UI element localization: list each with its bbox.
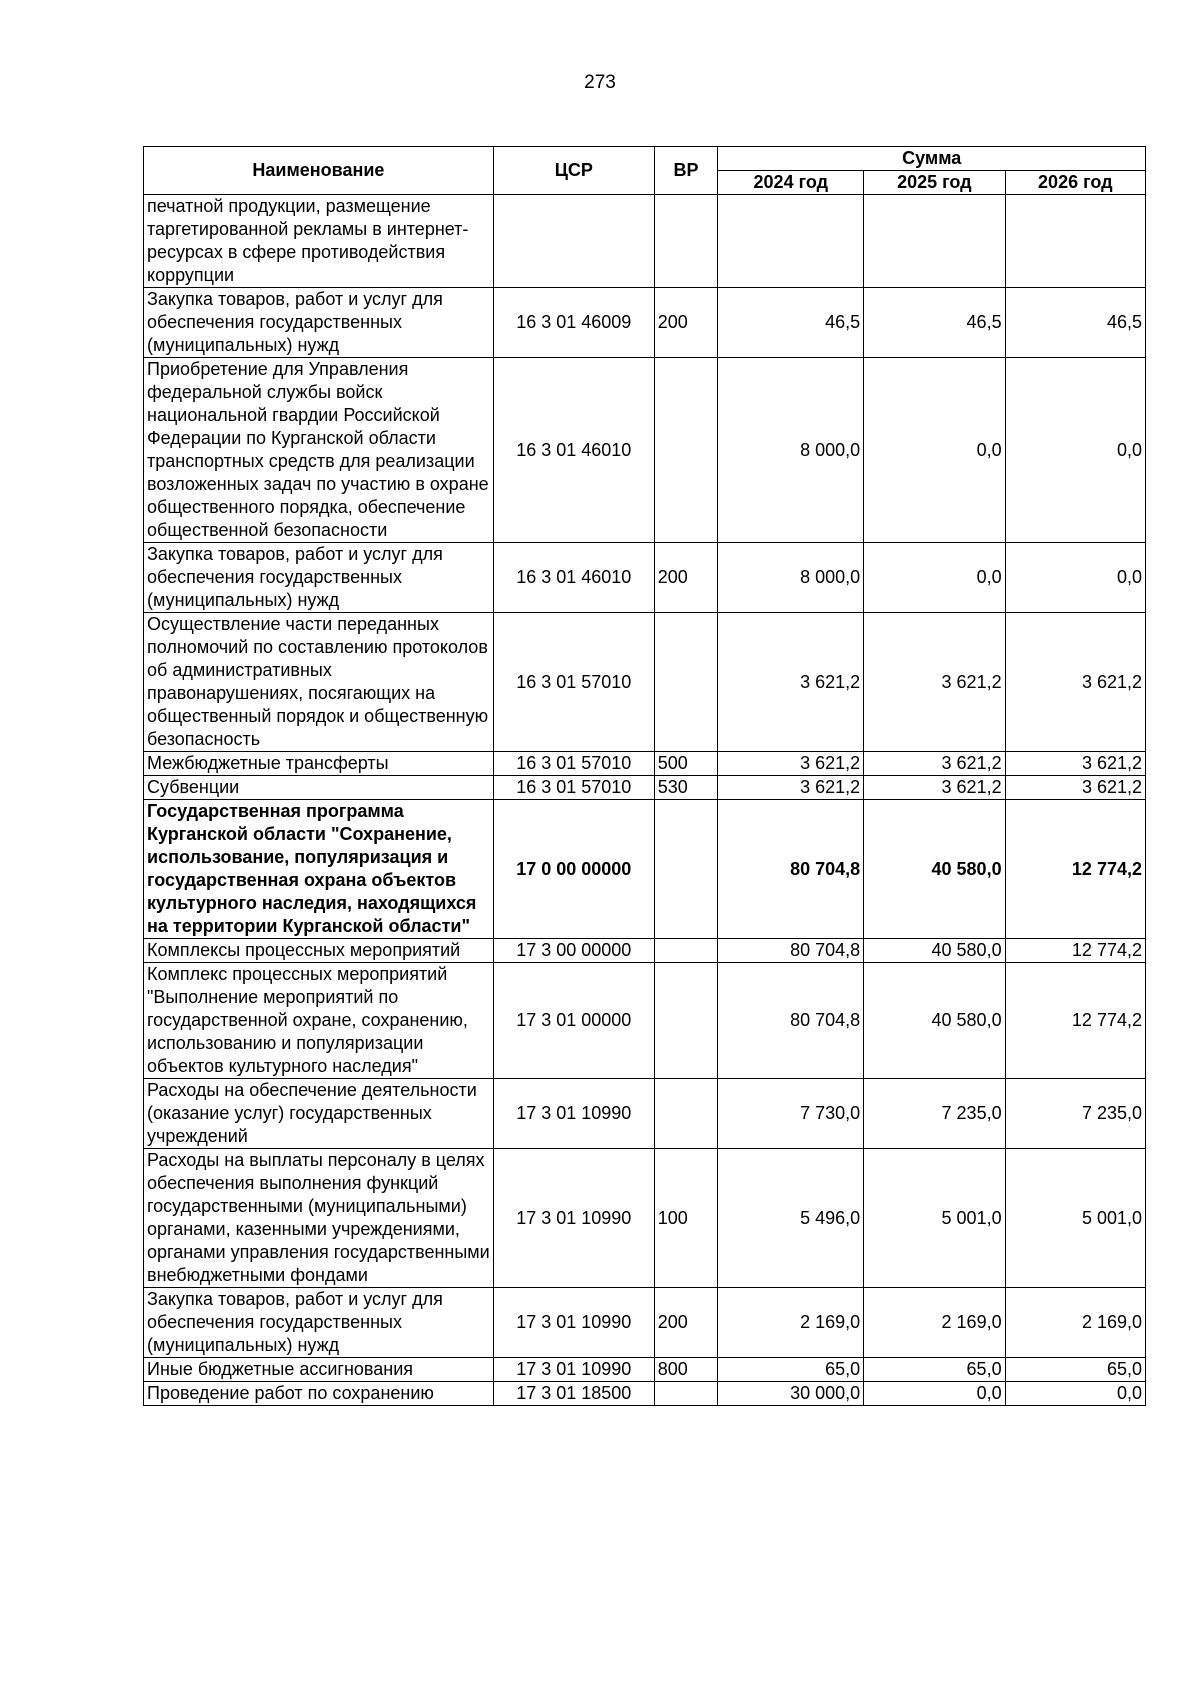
row-2025-cell: 5 001,0 bbox=[864, 1149, 1005, 1288]
row-2026-cell: 3 621,2 bbox=[1005, 752, 1145, 776]
row-name-cell: Расходы на обеспечение деятельности (оказание услуг) государственных учреждений bbox=[144, 1079, 494, 1149]
row-2025-cell: 40 580,0 bbox=[864, 939, 1005, 963]
row-2025-cell: 46,5 bbox=[864, 288, 1005, 358]
table-row bbox=[144, 1079, 1146, 1149]
row-2024-cell: 7 730,0 bbox=[718, 1079, 864, 1149]
row-2026-cell: 12 774,2 bbox=[1005, 963, 1145, 1079]
table-header bbox=[144, 147, 1146, 195]
row-2025-cell: 40 580,0 bbox=[864, 800, 1005, 939]
row-2024-cell: 2 169,0 bbox=[718, 1288, 864, 1358]
row-vr-cell bbox=[654, 800, 718, 939]
row-2026-cell: 5 001,0 bbox=[1005, 1149, 1145, 1288]
row-2026-cell: 65,0 bbox=[1005, 1358, 1145, 1382]
row-vr-cell bbox=[654, 613, 718, 752]
row-2026-cell: 3 621,2 bbox=[1005, 776, 1145, 800]
row-csr-cell bbox=[493, 195, 654, 288]
header-csr: ЦСР bbox=[493, 147, 654, 195]
row-vr-cell bbox=[654, 195, 718, 288]
row-2026-cell: 12 774,2 bbox=[1005, 800, 1145, 939]
row-name-cell: Закупка товаров, работ и услуг для обеспечения государственных (муниципальных) нужд bbox=[144, 543, 494, 613]
row-2025-cell: 65,0 bbox=[864, 1358, 1005, 1382]
row-csr-cell: 17 3 01 00000 bbox=[493, 963, 654, 1079]
row-2024-cell: 80 704,8 bbox=[718, 963, 864, 1079]
row-csr-cell: 16 3 01 46010 bbox=[493, 358, 654, 543]
row-vr-cell: 530 bbox=[654, 776, 718, 800]
row-name-cell: Проведение работ по сохранению bbox=[144, 1382, 494, 1406]
row-2024-cell: 8 000,0 bbox=[718, 543, 864, 613]
row-vr-cell: 200 bbox=[654, 288, 718, 358]
row-csr-cell: 17 3 01 18500 bbox=[493, 1382, 654, 1406]
row-2024-cell: 30 000,0 bbox=[718, 1382, 864, 1406]
table-row bbox=[144, 543, 1146, 613]
table-row bbox=[144, 358, 1146, 543]
table-row bbox=[144, 963, 1146, 1079]
row-vr-cell bbox=[654, 1382, 718, 1406]
page-number: 273 bbox=[584, 72, 616, 93]
header-2025: 2025 год bbox=[864, 171, 1005, 195]
table-row bbox=[144, 800, 1146, 939]
row-vr-cell: 200 bbox=[654, 1288, 718, 1358]
row-vr-cell: 100 bbox=[654, 1149, 718, 1288]
row-csr-cell: 16 3 01 57010 bbox=[493, 613, 654, 752]
row-name-cell: Закупка товаров, работ и услуг для обеспечения государственных (муниципальных) нужд bbox=[144, 288, 494, 358]
table-row bbox=[144, 1358, 1146, 1382]
row-2025-cell: 40 580,0 bbox=[864, 963, 1005, 1079]
row-csr-cell: 17 3 01 10990 bbox=[493, 1079, 654, 1149]
row-csr-cell: 16 3 01 57010 bbox=[493, 752, 654, 776]
table-row bbox=[144, 1149, 1146, 1288]
row-csr-cell: 16 3 01 57010 bbox=[493, 776, 654, 800]
row-csr-cell: 17 0 00 00000 bbox=[493, 800, 654, 939]
row-vr-cell bbox=[654, 963, 718, 1079]
row-2026-cell bbox=[1005, 195, 1145, 288]
row-2025-cell: 2 169,0 bbox=[864, 1288, 1005, 1358]
table-row bbox=[144, 776, 1146, 800]
row-2024-cell: 3 621,2 bbox=[718, 613, 864, 752]
row-name-cell: Субвенции bbox=[144, 776, 494, 800]
row-2026-cell: 0,0 bbox=[1005, 1382, 1145, 1406]
header-2026: 2026 год bbox=[1005, 171, 1145, 195]
row-2026-cell: 12 774,2 bbox=[1005, 939, 1145, 963]
row-2025-cell: 3 621,2 bbox=[864, 752, 1005, 776]
table-row bbox=[144, 939, 1146, 963]
row-name-cell: Государственная программа Курганской области "Сохранение, использование, популяризация и государственная охрана объектов культурного наследия, находящихся на территории Курганской области" bbox=[144, 800, 494, 939]
row-vr-cell: 500 bbox=[654, 752, 718, 776]
row-2024-cell: 3 621,2 bbox=[718, 776, 864, 800]
table-row bbox=[144, 1288, 1146, 1358]
row-2024-cell: 8 000,0 bbox=[718, 358, 864, 543]
row-2024-cell: 80 704,8 bbox=[718, 800, 864, 939]
row-name-cell: Межбюджетные трансферты bbox=[144, 752, 494, 776]
row-vr-cell bbox=[654, 1079, 718, 1149]
row-2026-cell: 7 235,0 bbox=[1005, 1079, 1145, 1149]
row-csr-cell: 17 3 01 10990 bbox=[493, 1288, 654, 1358]
row-2025-cell: 3 621,2 bbox=[864, 776, 1005, 800]
row-2025-cell bbox=[864, 195, 1005, 288]
table-row bbox=[144, 752, 1146, 776]
row-2026-cell: 0,0 bbox=[1005, 358, 1145, 543]
row-2025-cell: 0,0 bbox=[864, 1382, 1005, 1406]
budget-table bbox=[143, 146, 1146, 1406]
row-csr-cell: 17 3 01 10990 bbox=[493, 1149, 654, 1288]
row-vr-cell bbox=[654, 939, 718, 963]
table-row bbox=[144, 613, 1146, 752]
row-name-cell: Осуществление части переданных полномочий по составлению протоколов об административных правонарушениях, посягающих на общественный порядок и общественную безопасность bbox=[144, 613, 494, 752]
row-2024-cell bbox=[718, 195, 864, 288]
row-name-cell: Комплексы процессных мероприятий bbox=[144, 939, 494, 963]
row-csr-cell: 16 3 01 46009 bbox=[493, 288, 654, 358]
row-2024-cell: 46,5 bbox=[718, 288, 864, 358]
table-body bbox=[144, 195, 1146, 1406]
row-2025-cell: 3 621,2 bbox=[864, 613, 1005, 752]
table-row bbox=[144, 1382, 1146, 1406]
row-2026-cell: 2 169,0 bbox=[1005, 1288, 1145, 1358]
row-2025-cell: 7 235,0 bbox=[864, 1079, 1005, 1149]
row-name-cell: Расходы на выплаты персоналу в целях обеспечения выполнения функций государственными (муниципальными) органами, казенными учреждениями, органами управления государственными внебюджетными фондами bbox=[144, 1149, 494, 1288]
row-name-cell: Приобретение для Управления федеральной службы войск национальной гвардии Российской Федерации по Курганской области транспортных средств для реализации возложенных задач по участию в охране общественного порядка, обеспечение общественной безопасности bbox=[144, 358, 494, 543]
row-name-cell: печатной продукции, размещение таргетированной рекламы в интернет-ресурсах в сфере противодействия коррупции bbox=[144, 195, 494, 288]
row-2026-cell: 3 621,2 bbox=[1005, 613, 1145, 752]
row-2025-cell: 0,0 bbox=[864, 543, 1005, 613]
row-name-cell: Иные бюджетные ассигнования bbox=[144, 1358, 494, 1382]
row-2024-cell: 5 496,0 bbox=[718, 1149, 864, 1288]
row-2026-cell: 46,5 bbox=[1005, 288, 1145, 358]
header-sum: Сумма bbox=[718, 147, 1146, 171]
header-name: Наименование bbox=[144, 147, 494, 195]
table-row bbox=[144, 195, 1146, 288]
table-row bbox=[144, 288, 1146, 358]
row-2026-cell: 0,0 bbox=[1005, 543, 1145, 613]
row-vr-cell: 800 bbox=[654, 1358, 718, 1382]
row-2024-cell: 3 621,2 bbox=[718, 752, 864, 776]
header-2024: 2024 год bbox=[718, 171, 864, 195]
row-csr-cell: 16 3 01 46010 bbox=[493, 543, 654, 613]
row-csr-cell: 17 3 00 00000 bbox=[493, 939, 654, 963]
row-2024-cell: 80 704,8 bbox=[718, 939, 864, 963]
row-name-cell: Комплекс процессных мероприятий "Выполнение мероприятий по государственной охране, сохранению, использованию и популяризации объектов культурного наследия" bbox=[144, 963, 494, 1079]
header-vr: ВР bbox=[654, 147, 718, 195]
row-2024-cell: 65,0 bbox=[718, 1358, 864, 1382]
row-2025-cell: 0,0 bbox=[864, 358, 1005, 543]
row-csr-cell: 17 3 01 10990 bbox=[493, 1358, 654, 1382]
row-vr-cell: 200 bbox=[654, 543, 718, 613]
row-vr-cell bbox=[654, 358, 718, 543]
row-name-cell: Закупка товаров, работ и услуг для обеспечения государственных (муниципальных) нужд bbox=[144, 1288, 494, 1358]
